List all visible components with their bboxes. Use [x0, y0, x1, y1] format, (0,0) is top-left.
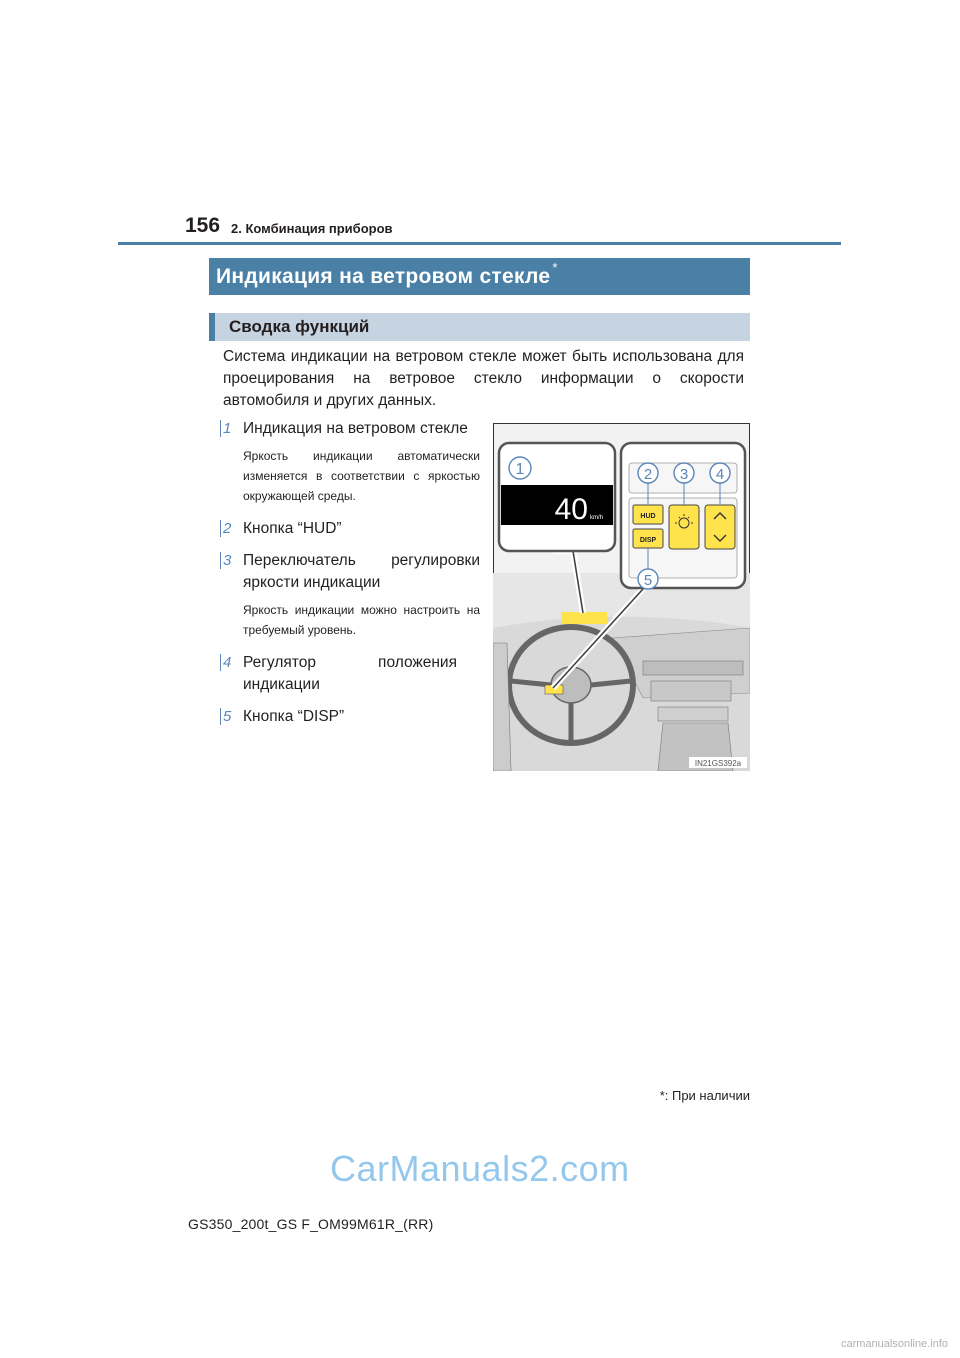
hud-button-label: HUD: [640, 513, 656, 520]
footnote: *: При наличии: [659, 1088, 750, 1103]
item-note: Яркость индикации автоматически изменяется в соответствии с яркостью окружающей среды.: [243, 449, 480, 503]
callout-5: 5: [643, 572, 653, 589]
position-switch: [705, 505, 735, 549]
watermark-link[interactable]: CarManuals2.com: [330, 1148, 630, 1189]
intro-paragraph: Система индикации на ветровом стекле может быть использована для проецирования на ветровое стекло информации о скорости автомобиля и других данных.: [223, 348, 744, 409]
dashboard-drawing: [493, 423, 750, 771]
header-rule: [118, 242, 841, 245]
item-note: Яркость индикации можно настроить на требуемый уровень.: [243, 603, 480, 637]
callout-3: 3: [679, 466, 689, 483]
section-title: [209, 258, 750, 295]
page-number: 156: [185, 214, 221, 237]
callout-number: 5: [220, 708, 236, 725]
callout-number: 2: [220, 520, 236, 537]
item-label: Кнопка “DISP”: [243, 708, 345, 725]
chapter-title: 2. Комбинация приборов: [231, 221, 393, 236]
list-item: [220, 652, 480, 696]
item-label: Переключатель регулировки яркости индикации: [243, 552, 480, 591]
item-label: Регулятор положения индикации: [243, 654, 457, 693]
callout-2: 2: [643, 466, 653, 483]
list-item: [220, 518, 480, 540]
document-code: GS350_200t_GS F_OM99M61R_(RR): [188, 1216, 434, 1232]
hud-speed: 40: [554, 493, 588, 526]
item-label: Индикация на ветровом стекле: [243, 420, 468, 437]
section-title-text: Индикация на ветровом стекле: [216, 265, 551, 288]
brightness-switch: [669, 505, 699, 549]
hud-speed-unit: km/h: [590, 515, 604, 521]
callout-number: 1: [220, 420, 236, 437]
subsection-title: Сводка функций: [209, 313, 750, 341]
callout-list: [220, 418, 480, 734]
list-item: [220, 706, 480, 728]
callout-4: 4: [715, 466, 725, 483]
figure-code: IN21GS392a: [694, 759, 742, 768]
watermark-link-secondary[interactable]: carmanualsonline.info: [840, 1338, 948, 1350]
hud-illustration: [493, 423, 750, 771]
hud-projection-area: [561, 612, 607, 624]
list-item: [220, 550, 480, 640]
callout-1: 1: [515, 461, 525, 478]
item-label: Кнопка “HUD”: [243, 520, 342, 537]
callout-number: 3: [220, 552, 236, 569]
callout-number: 4: [220, 654, 236, 671]
disp-button-label: DISP: [639, 537, 657, 544]
list-item: [220, 418, 480, 506]
availability-mark: *: [552, 260, 558, 275]
